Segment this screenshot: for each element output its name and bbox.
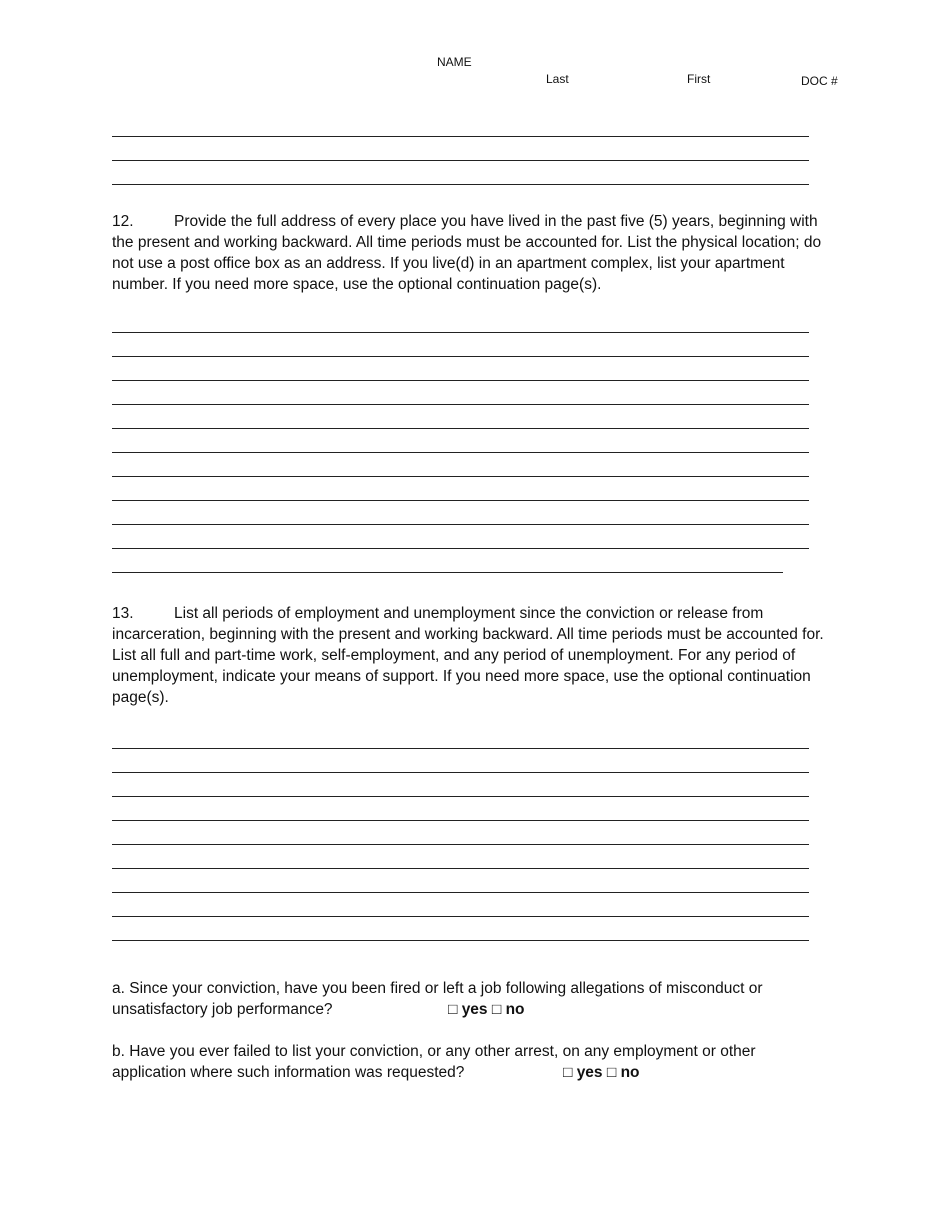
answer-line-q13[interactable]	[112, 940, 809, 941]
answer-line-q12[interactable]	[112, 572, 783, 573]
answer-line-q13[interactable]	[112, 892, 809, 893]
answer-line-q12[interactable]	[112, 332, 809, 333]
name-label: NAME	[437, 55, 472, 69]
answer-line-q12[interactable]	[112, 404, 809, 405]
first-name-label: First	[687, 72, 711, 86]
last-name-label: Last	[546, 72, 569, 86]
answer-line-q12[interactable]	[112, 500, 809, 501]
question-b-line2: application where such information was requested?	[112, 1064, 465, 1081]
doc-number-label: DOC #	[801, 74, 838, 88]
blank-line[interactable]	[112, 160, 809, 161]
answer-line-q12[interactable]	[112, 524, 809, 525]
answer-line-q12[interactable]	[112, 452, 809, 453]
answer-line-q12[interactable]	[112, 428, 809, 429]
answer-line-q13[interactable]	[112, 916, 809, 917]
answer-line-q12[interactable]	[112, 548, 809, 549]
answer-line-q13[interactable]	[112, 796, 809, 797]
option-a-yes-label: yes	[461, 1001, 488, 1018]
answer-line-q13[interactable]	[112, 772, 809, 773]
answer-line-q13[interactable]	[112, 844, 809, 845]
question-13-number: 13.	[112, 605, 134, 622]
checkbox-b-no[interactable]: □	[606, 1064, 617, 1081]
checkbox-b-yes[interactable]: □	[563, 1064, 573, 1081]
answer-line-q12[interactable]	[112, 356, 809, 357]
answer-line-q13[interactable]	[112, 820, 809, 821]
answer-line-q12[interactable]	[112, 380, 809, 381]
question-a-line2: unsatisfactory job performance?	[112, 1001, 333, 1018]
option-b-no-label: no	[620, 1064, 640, 1081]
checkbox-a-yes[interactable]: □	[448, 1001, 458, 1018]
question-a-line1: a. Since your conviction, have you been fired or left a job following allegations of misconduct or	[112, 980, 763, 997]
question-12-text: Provide the full address of every place you have lived in the past five (5) years, beginning with the present and working backward. All time periods must be accounted for. List the physical location; do not use a post office box as an address. If you live(d) in an apartment complex, list your apartment number. If you need more space, use the optional continuation page(s).	[112, 213, 822, 293]
question-13-text: List all periods of employment and unemployment since the conviction or release from incarceration, beginning with the present and working backward. All time periods must be accounted for. List all full and part-time work, self-employment, and any period of unemployment. For any period of unemployment, indicate your means of support. If you need more space, use the optional continuation page(s).	[112, 605, 824, 706]
question-12	[112, 211, 842, 295]
question-13	[112, 603, 842, 708]
question-12-number: 12.	[112, 213, 134, 230]
question-b-line1: b. Have you ever failed to list your conviction, or any other arrest, on any employment or other	[112, 1043, 756, 1060]
answer-line-q12[interactable]	[112, 476, 809, 477]
answer-line-q13[interactable]	[112, 748, 809, 749]
option-b-yes-label: yes	[576, 1064, 603, 1081]
blank-line[interactable]	[112, 136, 809, 137]
answer-line-q13[interactable]	[112, 868, 809, 869]
question-a-options	[448, 999, 525, 1020]
blank-line[interactable]	[112, 184, 809, 185]
question-b-options	[563, 1062, 640, 1083]
checkbox-a-no[interactable]: □	[491, 1001, 502, 1018]
option-a-no-label: no	[505, 1001, 525, 1018]
